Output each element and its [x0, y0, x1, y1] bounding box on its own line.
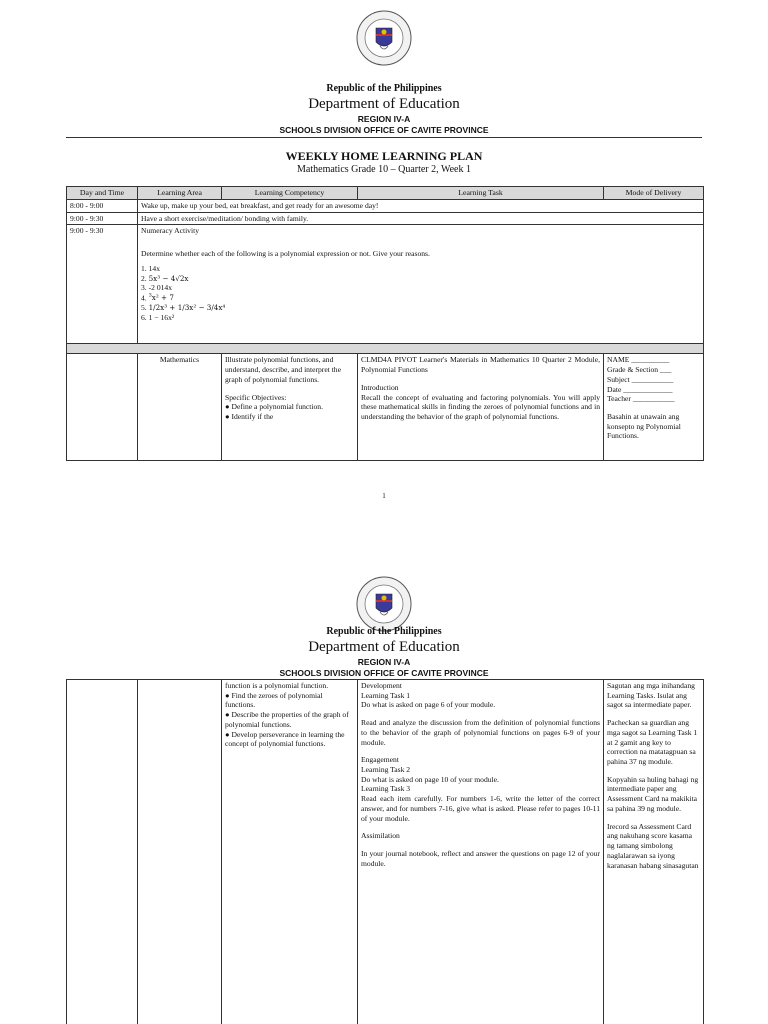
table-row [67, 354, 704, 461]
mode-delivery-cell [604, 354, 704, 461]
table-row [67, 680, 704, 1024]
competency-main: Illustrate polynomial functions, and understand, describe, and interpret the graph of polynomial functions. [225, 355, 341, 384]
mode-instruction-1: Sagutan ang mga inihandang Learning Tasks. Isulat ang sagot sa intermediate paper. [607, 681, 695, 710]
learning-task-2-label: Learning Task 2 [361, 765, 411, 775]
read-analyze-text: Read and analyze the discussion from the definition of polynomial functions to the behavior of the graph of polynomial functions on pages 6-9 of your module. [361, 718, 600, 747]
subject-field: Subject ___________ [607, 374, 674, 384]
assimilation-text: In your journal notebook, reflect and answer the questions on page 12 of your module. [361, 849, 600, 868]
division-heading: SCHOOLS DIVISION OFFICE OF CAVITE PROVINCE [279, 668, 489, 678]
row-time: 9:00 - 9:30 [67, 212, 138, 225]
row-time: 9:00 - 9:30 [67, 225, 138, 344]
table-row [67, 199, 704, 212]
grade-section-field: Grade & Section ___ [607, 365, 672, 375]
row-activity: Wake up, make up your bed, eat breakfast, and get ready for an awesome day! [138, 199, 704, 212]
col-header-learning-task: Learning Task [358, 187, 604, 200]
assimilation-label: Assimilation [361, 831, 400, 841]
name-field: NAME __________ [607, 355, 670, 365]
learning-area-empty [138, 680, 222, 1024]
competency-cell [222, 680, 358, 1024]
learning-task-1-label: Learning Task 1 [361, 690, 411, 700]
introduction-label: Introduction [361, 382, 399, 392]
item-5: 5. 1/2x³ + 1/3x² − 3/4x⁴ [141, 303, 226, 313]
read-instruction: Basahin at unawain ang konsepto ng Polynomial Functions. [607, 412, 681, 441]
learning-task-1-text: Do what is asked on page 6 of your module. [361, 700, 496, 710]
learning-plan-table-continued [66, 679, 704, 1024]
page-2 [0, 572, 768, 1024]
learning-task-2-text: Do what is asked on page 10 of your module. [361, 774, 499, 784]
plan-title: WEEKLY HOME LEARNING PLAN [285, 149, 483, 163]
department-heading: Department of Education [308, 639, 460, 655]
col-header-day-time: Day and Time [67, 187, 138, 200]
item-4-root-index: 3 [148, 293, 152, 299]
development-label: Development [361, 681, 402, 690]
objective-2: ● Identify if the [225, 412, 274, 421]
competency-continued: function is a polynomial function. [225, 681, 329, 690]
introduction-text: Recall the concept of evaluating and factoring polynomials. You will apply these mathematical skills in finding the zeroes of polynomial functions and in understanding the behavior of the graph of polynomial functions. [361, 392, 600, 421]
region-heading: REGION IV-A [357, 114, 411, 124]
engagement-label: Engagement [361, 755, 399, 765]
department-heading: Department of Education [308, 96, 460, 112]
table-header-row [67, 187, 704, 200]
row-time: 8:00 - 9:00 [67, 199, 138, 212]
learning-plan-table [66, 186, 704, 461]
learning-area-cell: Mathematics [138, 354, 222, 461]
republic-heading: Republic of the Philippines [326, 626, 442, 637]
item-5-expression: 1/2x³ + 1/3x² − 3/4x⁴ [148, 303, 226, 313]
item-2-expression: 5x³ − 4√2x [148, 273, 189, 283]
page-number: 1 [382, 492, 386, 500]
learning-task-3-text: Read each item carefully. For numbers 1-6, write the letter of the correct answer, and for numbers 7-16, give what is asked. Please refer to pages 10-11 of your module. [361, 794, 600, 823]
objective-5: ● Develop perseverance in learning the concept of polynomial functions. [225, 729, 345, 749]
republic-heading: Republic of the Philippines [326, 83, 442, 94]
learning-task-3-label: Learning Task 3 [361, 784, 411, 794]
task-source: CLMD4A PIVOT Learner's Materials in Mathematics 10 Quarter 2 Module, Polynomial Functions [361, 355, 600, 375]
region-heading: REGION IV-A [357, 657, 411, 667]
deped-seal-icon [356, 10, 412, 66]
item-2: 2. 5x³ − 4√2x [141, 273, 189, 283]
row-time-empty [67, 354, 138, 461]
objective-1: ● Define a polynomial function. [225, 402, 324, 412]
learning-task-cell [358, 354, 604, 461]
table-row [67, 225, 704, 344]
item-3: 3. -2 014x [141, 283, 173, 293]
table-row [67, 212, 704, 225]
separator-row [67, 344, 704, 354]
numeracy-activity-cell [138, 225, 704, 344]
numeracy-instruction: Determine whether each of the following is a polynomial expression or not. Give your reasons. [141, 249, 430, 259]
col-header-mode-delivery: Mode of Delivery [604, 187, 704, 200]
objective-4: ● Describe the properties of the graph of polynomial functions. [225, 710, 349, 729]
mode-instruction-2: Pacheckan sa guardian ang mga sagot sa Learning Task 1 at 2 gamit ang key to correction na matatagpuan sa pahina 37 ng module. [607, 718, 698, 767]
mode-instruction-4: Irecord sa Assessment Card ang nakuhang score kasama ng tamang simbolong naglalarawan sa iyong karanasan habang sinasagutan [607, 821, 699, 870]
item-6: 6. 1 − 16x² [141, 312, 175, 322]
col-header-learning-area: Learning Area [138, 187, 222, 200]
mode-instruction-3: Kopyahin sa huling bahagi ng intermediate paper ang Assessment Card na makikita sa pahina 39 ng module. [607, 774, 699, 813]
row-time-empty [67, 680, 138, 1024]
plan-subtitle: Mathematics Grade 10 – Quarter 2, Week 1 [297, 164, 471, 175]
division-heading: SCHOOLS DIVISION OFFICE OF CAVITE PROVINCE [279, 125, 489, 135]
row-activity: Have a short exercise/meditation/ bonding with family. [138, 212, 704, 225]
mode-delivery-cell [604, 680, 704, 1024]
date-field: Date _____________ [607, 384, 673, 394]
teacher-field: Teacher ___________ [607, 394, 675, 404]
col-header-competency: Learning Competency [222, 187, 358, 200]
item-1: 1. 14x [141, 263, 160, 273]
objective-3: ● Find the zeroes of polynomial functions. [225, 690, 323, 710]
competency-cell [222, 354, 358, 461]
numeracy-label: Numeracy Activity [141, 226, 199, 236]
item-4-expression: $^3$x² + 7 [148, 293, 174, 303]
header-rule [66, 137, 702, 138]
learning-task-cell [358, 680, 604, 1024]
objectives-label: Specific Objectives: [225, 392, 287, 402]
item-4: 4. $^3$x² + 7 [141, 293, 174, 303]
deped-seal-icon [356, 576, 412, 632]
